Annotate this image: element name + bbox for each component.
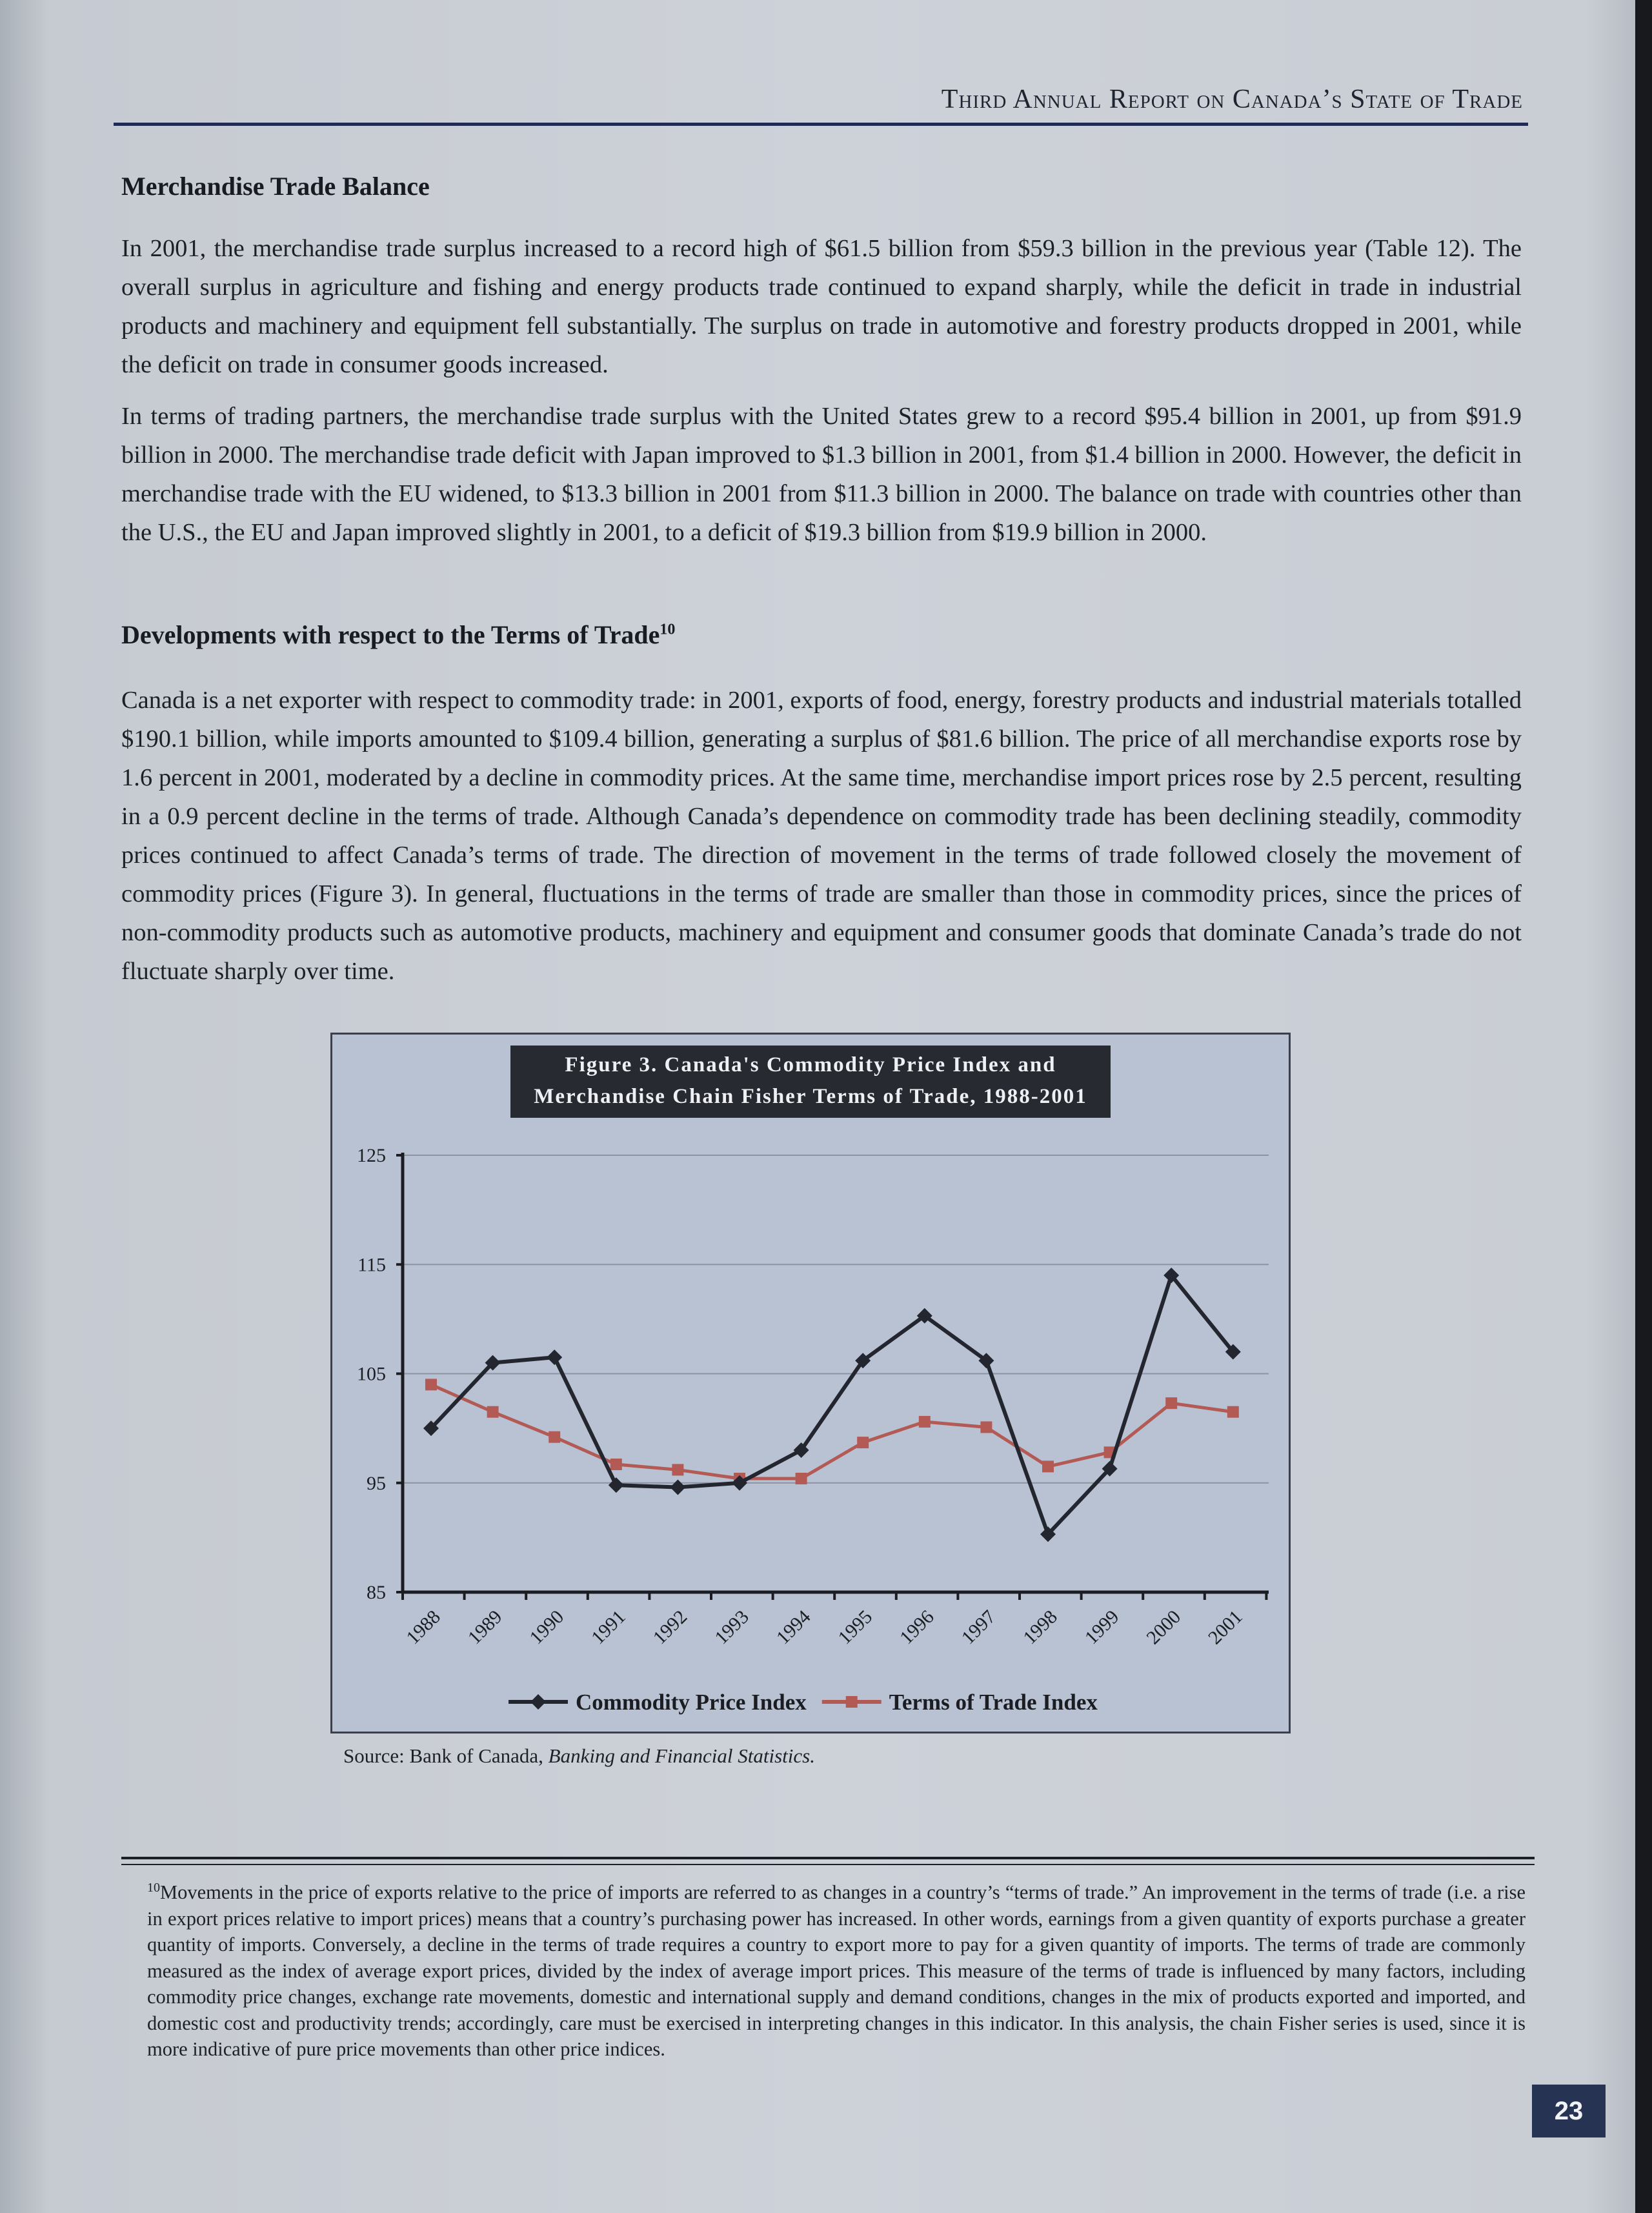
footnote-number: 10 [147, 1881, 160, 1895]
y-tick-label: 95 [367, 1472, 386, 1494]
data-point [1227, 1406, 1239, 1418]
data-point [919, 1416, 931, 1428]
chart-title-line-2: Merchandise Chain Fisher Terms of Trade, 1988-2001 [534, 1085, 1087, 1108]
y-tick-label: 105 [357, 1363, 386, 1385]
legend-label: Terms of Trade Index [889, 1690, 1098, 1715]
data-point [549, 1431, 560, 1443]
footnote-text: Movements in the price of exports relative to the price of imports are referred to as changes in a country’s “terms of trade.” An improvement in the terms of trade (i.e. a rise in export prices relative to import prices) means that a country’s purchasing power has increased. In other words, earnings from a given quantity of exports purchase a greater quantity of imports. Conversely, a decline in the terms of trade requires a country to export more to pay for a given quantity of imports. The terms of trade are commonly measured as the index of average export prices, divided by the index of average import prices. This measure of the terms of trade is influenced by many factors, including commodity price changes, exchange rate movements, domestic and international supply and demand conditions, changes in the mix of products exported and imported, and domestic cost and productivity trends; accordingly, care must be exercised in interpreting changes in this indicator. In this analysis, the chain Fisher series is used, since it is more indicative of pure price movements than other price indices. [147, 1881, 1526, 2061]
data-point [530, 1694, 546, 1710]
figure-source [343, 1744, 815, 1768]
x-tick-label: 1988 [402, 1606, 445, 1649]
y-tick-label: 115 [358, 1254, 386, 1276]
x-tick-label: 2001 [1204, 1606, 1247, 1649]
page-number: 23 [1532, 2085, 1606, 2137]
legend-label: Commodity Price Index [576, 1690, 807, 1715]
paragraph-terms-of-trade: Canada is a net exporter with respect to commodity trade: in 2001, exports of food, energy, forestry products and industrial materials totalled $190.1 billion, while imports amounted to $109.4 billion, generating a surplus of $81.6 billion. The price of all merchandise exports rose by 1.6 percent in 2001, moderated by a decline in commodity prices. At the same time, merchandise import prices rose by 2.5 percent, resulting in a 0.9 percent decline in the terms of trade. Although Canada’s dependence on commodity trade has been declining steadily, commodity prices continued to affect Canada’s terms of trade. The direction of movement in the terms of trade followed closely the movement of commodity prices (Figure 3). In general, fluctuations in the terms of trade are smaller than those in commodity prices, since the prices of non-commodity products such as automotive products, machinery and equipment and consumer goods that dominate Canada’s trade do not fluctuate sharply over time. [121, 687, 1522, 985]
data-point [1165, 1397, 1177, 1409]
series-line [431, 1275, 1233, 1534]
data-point [796, 1473, 807, 1484]
data-point [672, 1464, 683, 1475]
source-prefix: Source: Bank of Canada, [343, 1744, 549, 1767]
data-point [857, 1437, 869, 1448]
data-point [547, 1349, 562, 1365]
x-tick-label: 1996 [895, 1606, 938, 1649]
chart-legend [509, 1690, 1098, 1715]
x-tick-label: 1993 [710, 1606, 753, 1649]
section-heading-trade-balance: Merchandise Trade Balance [121, 172, 430, 201]
y-tick-label: 125 [357, 1145, 386, 1166]
x-tick-label: 1997 [957, 1606, 1000, 1649]
footnote-rule-thin [121, 1864, 1535, 1865]
paragraph-trade-balance-1: In 2001, the merchandise trade surplus increased to a record high of $61.5 billion from $59.3 billion in the previous year (Table 12). The overall surplus in agriculture and fishing and energy products trade continued to expand sharply, while the deficit in trade in industrial products and machinery and equipment fell substantially. The surplus on trade in automotive and forestry products dropped in 2001, while the deficit on trade in consumer goods increased. [121, 235, 1522, 378]
x-tick-label: 1991 [587, 1606, 630, 1649]
x-tick-label: 1989 [463, 1606, 507, 1649]
footnote-marker: 10 [660, 621, 676, 638]
x-tick-label: 2000 [1142, 1606, 1185, 1649]
running-head: Third Annual Report on Canada’s State of Trade [941, 85, 1523, 114]
source-title: Banking and Financial Statistics. [548, 1744, 815, 1767]
y-tick-label: 85 [367, 1582, 386, 1603]
data-point [846, 1696, 858, 1708]
x-tick-label: 1992 [649, 1606, 692, 1649]
data-point [609, 1477, 624, 1493]
chart-title-line-1: Figure 3. Canada's Commodity Price Index and [565, 1053, 1056, 1076]
data-point [610, 1459, 622, 1470]
chart-series [423, 1268, 1241, 1542]
data-point [980, 1421, 992, 1433]
x-tick-label: 1998 [1019, 1606, 1062, 1649]
chart-title [510, 1046, 1111, 1118]
x-tick-label: 1994 [772, 1606, 815, 1649]
data-point [670, 1480, 685, 1495]
paragraph-trade-balance-2: In terms of trading partners, the merchandise trade surplus with the United States grew to a record $95.4 billion in 2001, up from $91.9 billion in 2000. The merchandise trade deficit with Japan improved to $1.3 billion in 2001, from $1.4 billion in 2000. However, the deficit in merchandise trade with the EU widened, to $13.3 billion in 2001 from $11.3 billion in 2000. The balance on trade with countries other than the U.S., the EU and Japan improved slightly in 2001, to a deficit of $19.3 billion from $19.9 billion in 2000. [121, 403, 1522, 546]
data-point [1042, 1460, 1054, 1472]
x-tick-label: 1990 [525, 1606, 569, 1649]
x-tick-label: 1999 [1080, 1606, 1123, 1649]
data-point [425, 1379, 437, 1390]
footnote-rule [121, 1857, 1535, 1859]
heading-text: Developments with respect to the Terms of Trade [121, 620, 660, 649]
data-point [487, 1406, 499, 1418]
footnote [147, 1875, 1526, 2063]
chart-grid [403, 1155, 1269, 1483]
x-tick-label: 1995 [834, 1606, 877, 1649]
